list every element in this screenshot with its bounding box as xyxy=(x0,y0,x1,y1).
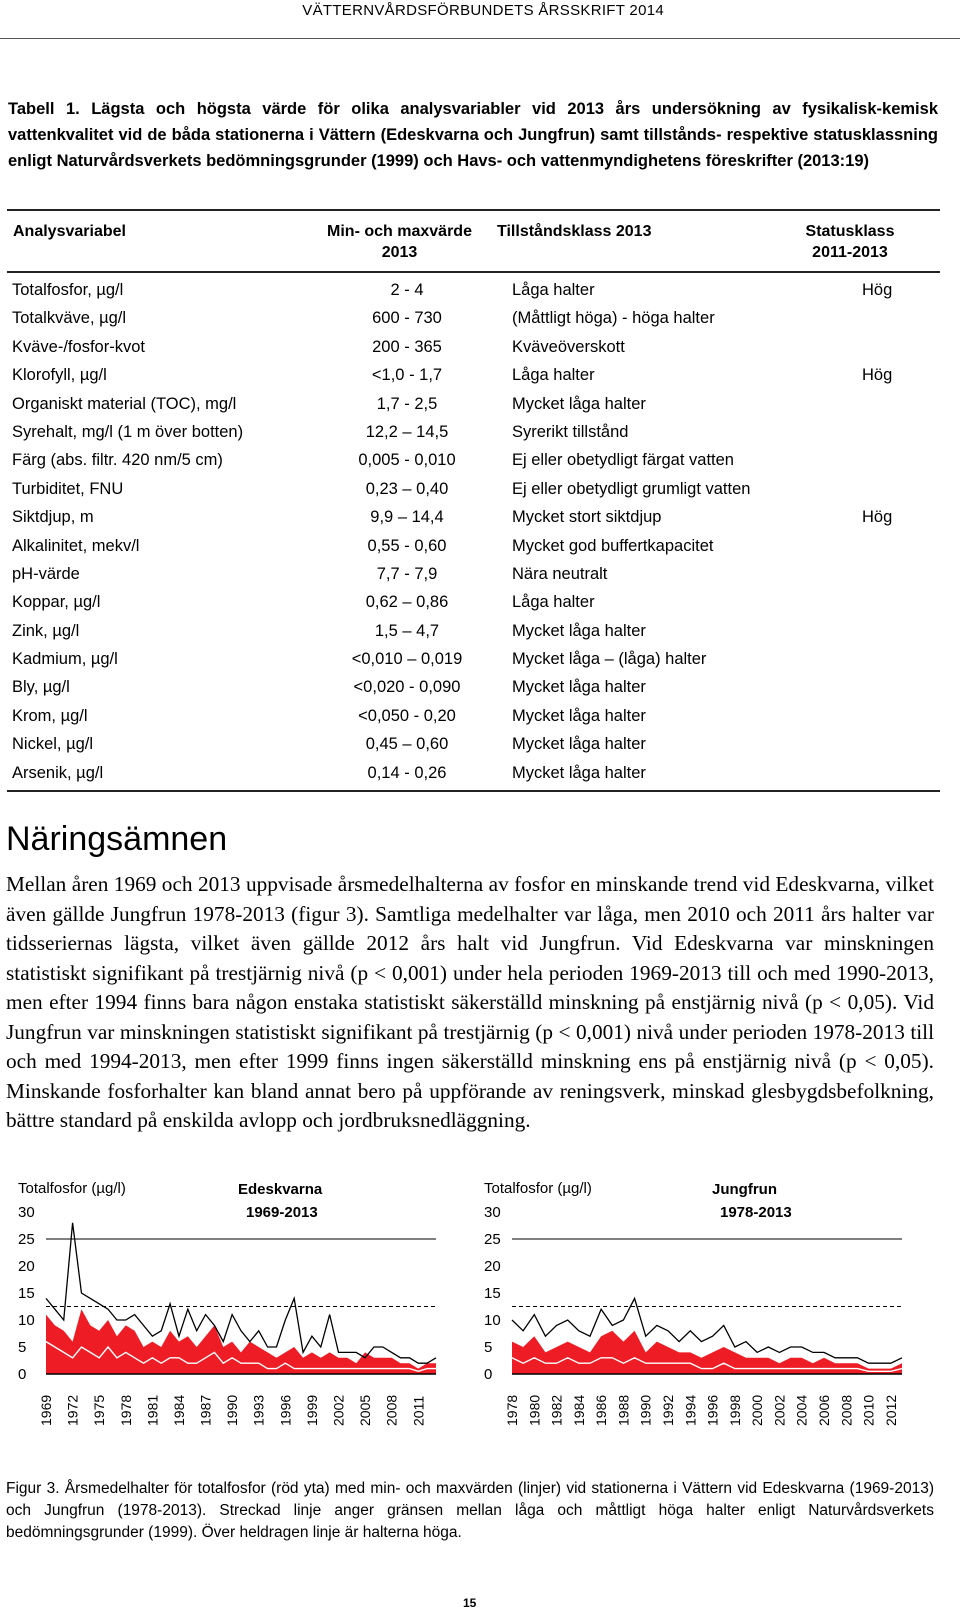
table-row xyxy=(7,303,940,331)
y-tick-label: 30 xyxy=(18,1204,35,1221)
cell-minmax: <0,010 – 0,019 xyxy=(351,650,463,669)
chart-edeskvarna xyxy=(6,1180,456,1468)
cell-minmax: 0,62 – 0,86 xyxy=(365,593,449,612)
table-body xyxy=(7,273,940,790)
cell-variable: Bly, µg/l xyxy=(12,678,70,697)
x-tick-label: 1988 xyxy=(615,1394,632,1426)
table-row xyxy=(7,360,940,388)
table-row xyxy=(7,275,940,303)
page-number: 15 xyxy=(463,1596,477,1610)
column-header-state: Tillståndsklass 2013 xyxy=(497,223,652,240)
x-tick-label: 1993 xyxy=(250,1394,267,1426)
cell-state-class: Ej eller obetydligt färgat vatten xyxy=(512,451,734,470)
chart-ylabel: Totalfosfor (µg/l) xyxy=(484,1180,592,1197)
analysis-table xyxy=(7,209,940,792)
x-tick-label: 2000 xyxy=(749,1394,766,1426)
table-row xyxy=(7,417,940,445)
x-tick-label: 1981 xyxy=(144,1394,161,1426)
cell-state-class: Syrerikt tillstånd xyxy=(512,422,629,441)
table-row xyxy=(7,502,940,530)
column-header-variable: Analysvariabel xyxy=(13,223,126,240)
table-row xyxy=(7,332,940,360)
chart-title: Edeskvarna xyxy=(238,1181,323,1198)
x-tick-label: 2005 xyxy=(357,1394,374,1426)
x-tick-label: 1994 xyxy=(682,1394,699,1426)
cell-state-class: Kväveöverskott xyxy=(512,337,625,356)
x-tick-label: 2008 xyxy=(838,1394,855,1426)
y-tick-label: 20 xyxy=(484,1258,501,1275)
cell-variable: Zink, µg/l xyxy=(12,621,80,640)
cell-variable: Turbiditet, FNU xyxy=(12,479,124,498)
cell-variable: Koppar, µg/l xyxy=(12,593,101,612)
cell-minmax: <0,050 - 0,20 xyxy=(358,706,456,725)
cell-variable: Kväve-/fosfor-kvot xyxy=(12,337,145,356)
table-row xyxy=(7,445,940,473)
cell-minmax: 0,45 – 0,60 xyxy=(365,735,449,754)
x-tick-label: 2008 xyxy=(383,1394,400,1426)
cell-variable: Syrehalt, mg/l (1 m över botten) xyxy=(12,422,244,441)
cell-state-class: Mycket låga – (låga) halter xyxy=(512,650,707,669)
x-tick-label: 1975 xyxy=(91,1394,108,1426)
y-tick-label: 30 xyxy=(484,1204,501,1221)
x-tick-label: 1990 xyxy=(224,1394,241,1426)
x-tick-label: 1972 xyxy=(64,1394,81,1426)
y-tick-label: 25 xyxy=(484,1231,501,1248)
table-row xyxy=(7,644,940,672)
table-row xyxy=(7,616,940,644)
x-tick-label: 1986 xyxy=(593,1394,610,1426)
y-tick-label: 15 xyxy=(484,1285,501,1302)
cell-state-class: Låga halter xyxy=(512,281,595,299)
cell-state-class: Låga halter xyxy=(512,593,595,612)
y-tick-label: 0 xyxy=(484,1366,493,1383)
table-row xyxy=(7,587,940,615)
cell-minmax: <0,020 - 0,090 xyxy=(353,678,461,697)
column-header-status: Statusklass 2011-2013 xyxy=(805,223,895,261)
cell-variable: Kadmium, µg/l xyxy=(12,650,118,669)
cell-state-class: (Måttligt höga) - höga halter xyxy=(512,309,715,328)
y-tick-label: 25 xyxy=(18,1231,35,1248)
y-tick-label: 20 xyxy=(18,1258,35,1275)
cell-minmax: 0,23 – 0,40 xyxy=(365,479,449,498)
y-tick-label: 5 xyxy=(484,1339,493,1356)
cell-state-class: Mycket stort siktdjup xyxy=(512,508,662,527)
cell-state-class: Mycket god buffertkapacitet xyxy=(512,536,714,555)
cell-state-class: Nära neutralt xyxy=(512,564,608,583)
cell-minmax: 2 - 4 xyxy=(390,281,424,299)
cell-state-class: Ej eller obetydligt grumligt vatten xyxy=(512,479,751,498)
cell-variable: Organiskt material (TOC), mg/l xyxy=(12,394,237,413)
x-tick-label: 2012 xyxy=(882,1394,899,1426)
table-caption: Tabell 1. Lägsta och högsta värde för olika analysvariabler vid 2013 års undersökning av fysikalisk-kemisk vattenkvalitet vid de båda stationerna i Vättern (Edeskvarna och Jungfrun) samt tillstånds- respektive statusklassning enligt Naturvårdsverkets bedömningsgrunder (1999) och Havs- och vattenmyndighetens föreskrifter (2013:19) xyxy=(8,100,938,170)
cell-variable: Färg (abs. filtr. 420 nm/5 cm) xyxy=(12,451,223,470)
chart-subtitle: 1969-2013 xyxy=(246,1204,318,1221)
x-tick-label: 2006 xyxy=(816,1394,832,1426)
cell-status-class: Hög xyxy=(862,366,893,385)
cell-variable: Totalfosfor, µg/l xyxy=(12,281,124,299)
series-mean-area xyxy=(46,1309,436,1374)
section-heading: Näringsämnen xyxy=(6,820,228,858)
cell-minmax: 600 - 730 xyxy=(372,309,442,328)
cell-variable: Nickel, µg/l xyxy=(12,735,94,754)
y-tick-label: 10 xyxy=(18,1312,35,1329)
cell-variable: Siktdjup, m xyxy=(12,508,94,527)
cell-minmax: 0,14 - 0,26 xyxy=(367,763,447,782)
y-tick-label: 5 xyxy=(18,1339,27,1356)
cell-state-class: Mycket låga halter xyxy=(512,394,646,413)
cell-minmax: 0,55 - 0,60 xyxy=(367,536,447,555)
x-tick-label: 1984 xyxy=(570,1394,587,1426)
x-tick-label: 2004 xyxy=(793,1394,810,1426)
cell-minmax: <1,0 - 1,7 xyxy=(371,366,443,385)
cell-state-class: Mycket låga halter xyxy=(512,735,646,754)
chart-title: Jungfrun xyxy=(712,1181,777,1198)
cell-minmax: 0,005 - 0,010 xyxy=(358,451,456,470)
x-tick-label: 2002 xyxy=(771,1394,788,1426)
cell-state-class: Mycket låga halter xyxy=(512,706,646,725)
cell-minmax: 12,2 – 14,5 xyxy=(365,422,449,441)
cell-status-class: Hög xyxy=(862,508,893,527)
chart-jungfrun-svg xyxy=(472,1180,922,1468)
x-tick-label: 1969 xyxy=(38,1394,54,1426)
cell-variable: Totalkväve, µg/l xyxy=(12,309,127,328)
table-header xyxy=(7,211,940,273)
x-tick-label: 1999 xyxy=(303,1394,320,1426)
y-tick-label: 0 xyxy=(18,1366,27,1383)
x-tick-label: 1987 xyxy=(197,1394,214,1426)
x-tick-label: 2011 xyxy=(410,1395,427,1426)
cell-state-class: Låga halter xyxy=(512,366,595,385)
cell-variable: Alkalinitet, mekv/l xyxy=(12,536,140,555)
x-tick-label: 1984 xyxy=(170,1394,187,1426)
cell-variable: Krom, µg/l xyxy=(12,706,88,725)
x-tick-label: 1982 xyxy=(548,1394,565,1426)
section-paragraph: Mellan åren 1969 och 2013 uppvisade årsmedelhalterna av fosfor en minskande trend vid Edeskvarna, vilket även gällde Jungfrun 1978-2013 (figur 3). Samtliga medelhalter var låga, men 2010 och 2011 års halter var tidsseriernas lägsta, vilket även gällde 2012 års halt vid Jungfrun. Vid Edeskvarna var minskningen statistiskt signifikant på trestjärnig nivå (p < 0,001) under hela perioden 1969-2013 till och med 1990-2013, men efter 1994 finns bara någon enstaka statistiskt säkerställd minskning på enstjärnig nivå (p < 0,05). Vid Jungfrun var minskningen statistiskt signifikant på trestjärnig (p < 0,001) nivå under perioden 1978-2013 till och med 1994-2013, men efter 1999 finns ingen säkerställd minskning ens på enstjärnig nivå (p < 0,05). Minskande fosforhalter kan bland annat bero på uppförande av reningsverk, minskad glesbygdsbefolkning, bättre standard på enskilda avlopp och jordbruksnedläggning. xyxy=(6,872,934,1132)
x-tick-label: 1992 xyxy=(660,1394,676,1426)
table-row xyxy=(7,474,940,502)
table-row xyxy=(7,559,940,587)
table-row xyxy=(7,672,940,700)
x-tick-label: 1978 xyxy=(504,1394,520,1426)
x-tick-label: 2002 xyxy=(330,1394,347,1426)
cell-minmax: 7,7 - 7,9 xyxy=(376,564,438,583)
column-header-minmax: Min- och maxvärde 2013 xyxy=(327,223,472,261)
x-tick-label: 1996 xyxy=(277,1394,294,1426)
chart-jungfrun xyxy=(472,1180,922,1468)
cell-status-class: Hög xyxy=(862,281,893,299)
chart-ylabel: Totalfosfor (µg/l) xyxy=(18,1180,126,1197)
x-tick-label: 2010 xyxy=(860,1394,877,1426)
x-tick-label: 1996 xyxy=(704,1394,721,1426)
x-tick-label: 1998 xyxy=(726,1394,743,1426)
x-tick-label: 1978 xyxy=(117,1394,134,1426)
series-mean-area xyxy=(512,1331,902,1374)
table-row xyxy=(7,389,940,417)
table-row xyxy=(7,701,940,729)
x-tick-label: 1980 xyxy=(526,1394,543,1426)
cell-minmax: 1,7 - 2,5 xyxy=(376,394,438,413)
chart-subtitle: 1978-2013 xyxy=(720,1204,792,1221)
table-row xyxy=(7,758,940,786)
running-header xyxy=(0,0,960,39)
cell-state-class: Mycket låga halter xyxy=(512,621,646,640)
cell-state-class: Mycket låga halter xyxy=(512,763,646,782)
cell-minmax: 1,5 – 4,7 xyxy=(374,621,440,640)
figure-caption: Figur 3. Årsmedelhalter för totalfosfor (röd yta) med min- och maxvärden (linjer) vid stationerna i Vättern vid Edeskvarna (1969-2013) och Jungfrun (1978-2013). Streckad linje anger gränsen mellan låga och måttligt höga halter enligt Naturvårdsverkets bedömningsgrunder (1999). Över heldragen linje är halterna höga. xyxy=(6,1480,934,1541)
cell-variable: pH-värde xyxy=(12,564,80,583)
running-title: VÄTTERNVÅRDSFÖRBUNDETS ÅRSSKRIFT 2014 xyxy=(302,2,664,19)
table-row xyxy=(7,531,940,559)
cell-minmax: 200 - 365 xyxy=(372,337,442,356)
cell-state-class: Mycket låga halter xyxy=(512,678,646,697)
chart-edeskvarna-svg xyxy=(6,1180,456,1468)
y-tick-label: 15 xyxy=(18,1285,35,1302)
table-row xyxy=(7,729,940,757)
cell-variable: Klorofyll, µg/l xyxy=(12,366,107,385)
y-tick-label: 10 xyxy=(484,1312,501,1329)
cell-minmax: 9,9 – 14,4 xyxy=(370,508,444,527)
cell-variable: Arsenik, µg/l xyxy=(12,763,104,782)
x-tick-label: 1990 xyxy=(637,1394,654,1426)
